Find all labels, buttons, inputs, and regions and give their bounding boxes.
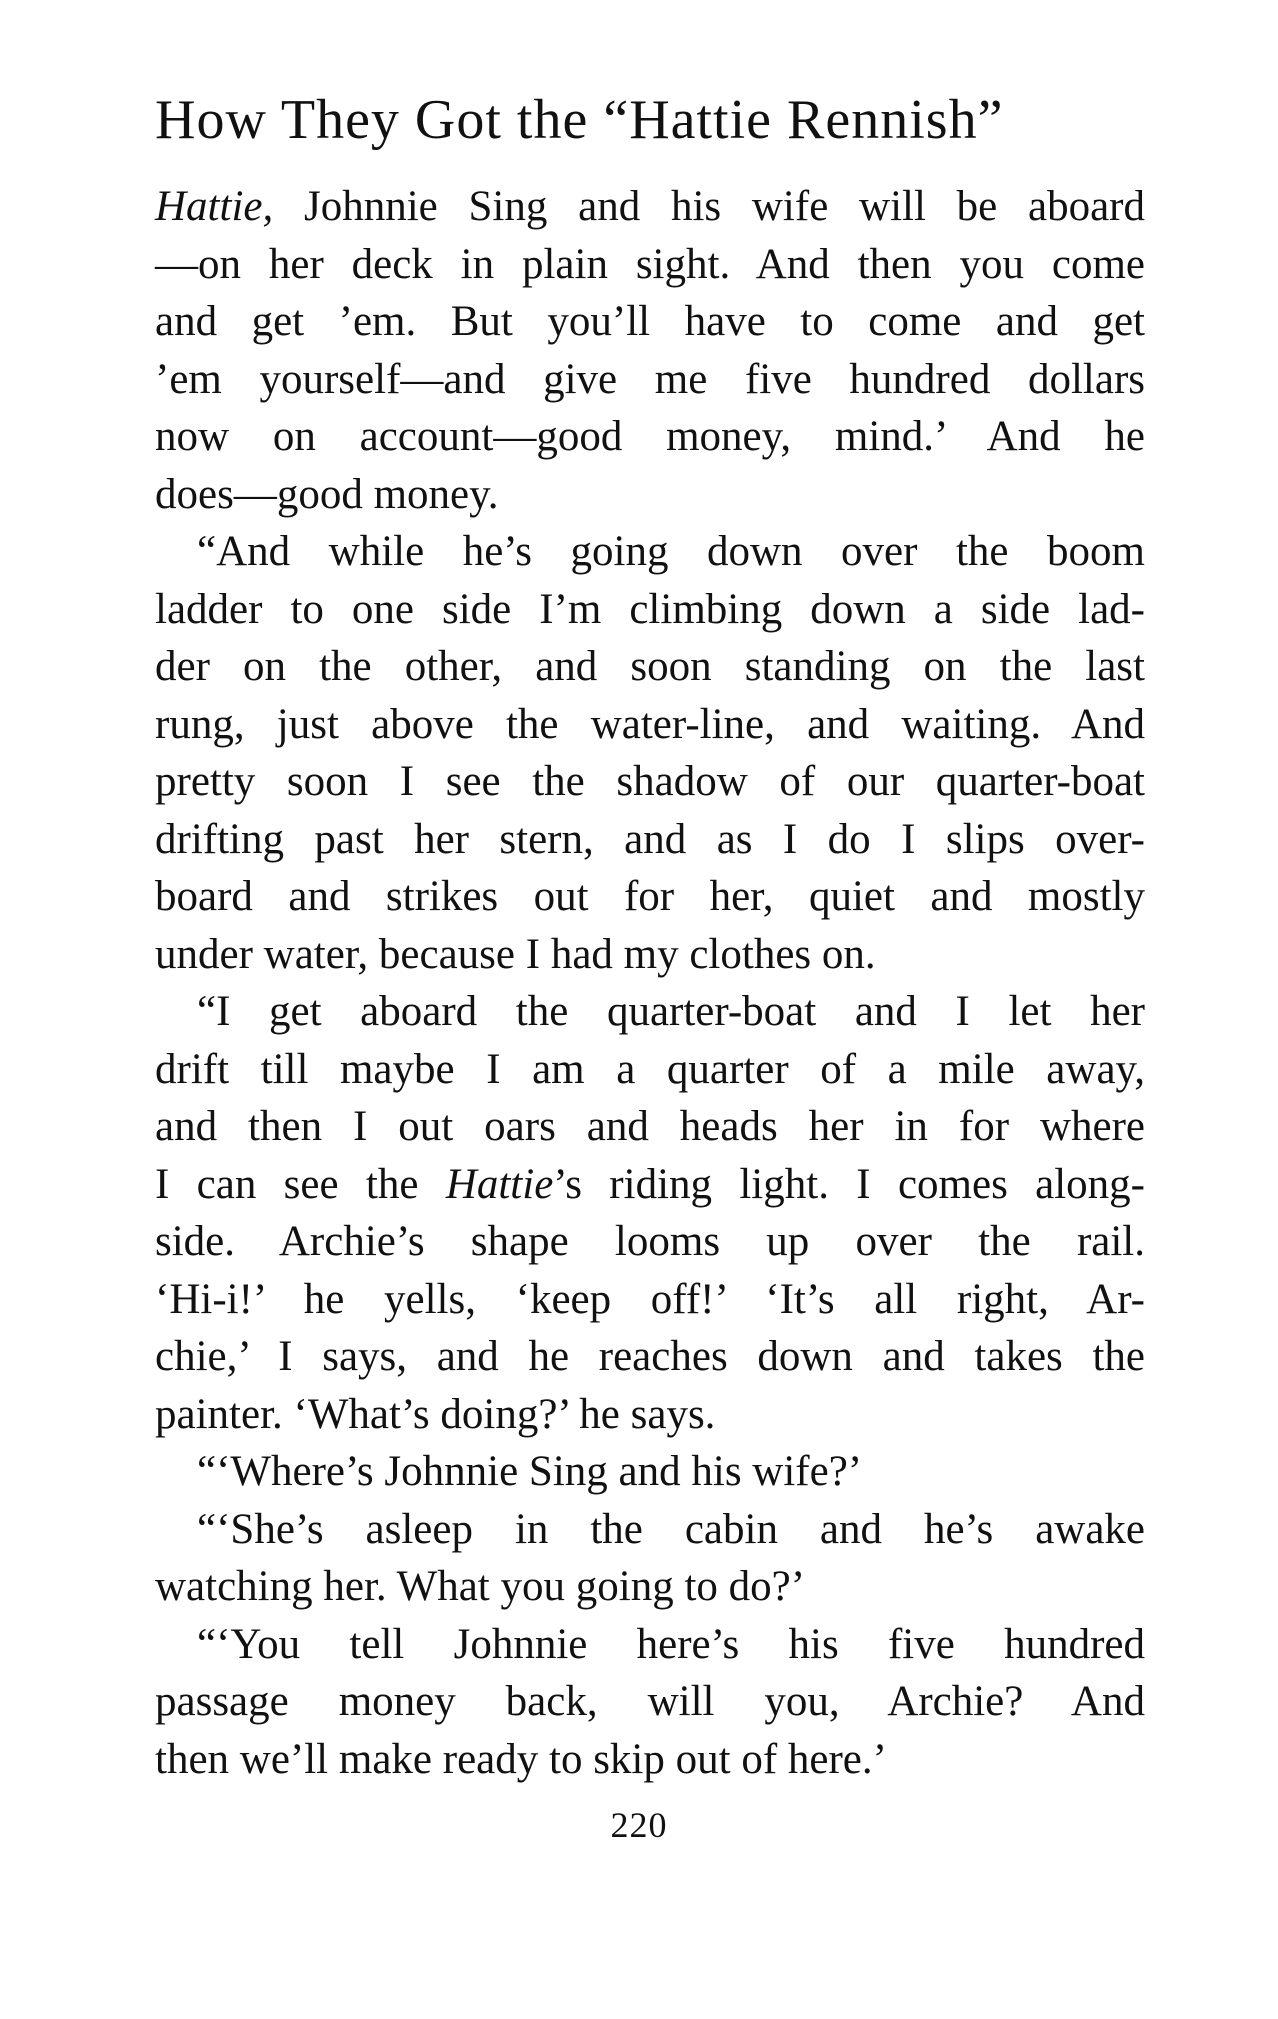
text-line: painter. ‘What’s doing?’ he says. xyxy=(155,1390,716,1438)
text-line: “And while he’s going down over the boom xyxy=(197,528,1145,575)
text-line: under water, because I had my clothes on. xyxy=(155,930,876,978)
text-line: ladder to one side I’m climbing down a side lad- xyxy=(155,585,1145,633)
text-line: ‘Hi-i!’ he yells, ‘keep off!’ ‘It’s all right, Ar- xyxy=(155,1275,1145,1323)
text-line: “‘She’s asleep in the cabin and he’s awake xyxy=(197,1505,1145,1553)
text-line: and then I out oars and heads her in for where xyxy=(155,1103,1145,1150)
running-head: How They Got the “Hattie Rennish” xyxy=(155,89,1004,151)
text-line: then we’ll make ready to skip out of here.’ xyxy=(155,1735,887,1783)
text-line: rung, just above the water-line, and waiting. And xyxy=(155,700,1145,748)
text-line: passage money back, will you, Archie? And xyxy=(155,1678,1145,1725)
text-line: chie,’ I says, and he reaches down and takes the xyxy=(155,1333,1145,1380)
text-line: pretty soon I see the shadow of our quarter-boat xyxy=(155,758,1145,805)
text-line: der on the other, and soon standing on the last xyxy=(155,643,1145,690)
page-number: 220 xyxy=(610,1805,668,1845)
text-line: watching her. What you going to do?’ xyxy=(155,1563,806,1610)
text-line: drift till maybe I am a quarter of a mile away, xyxy=(155,1045,1145,1093)
body-text xyxy=(155,178,1145,1788)
text-line: I can see the Hattie’s riding light. I comes along- xyxy=(155,1160,1145,1208)
text-line: drifting past her stern, and as I do I slips over- xyxy=(155,815,1145,863)
text-line: “I get aboard the quarter-boat and I let her xyxy=(197,988,1145,1035)
text-line: Hattie, Johnnie Sing and his wife will be aboard xyxy=(155,183,1145,230)
text-line: “‘Where’s Johnnie Sing and his wife?’ xyxy=(197,1448,863,1495)
text-line: —on her deck in plain sight. And then you come xyxy=(155,240,1145,288)
text-line: ’em yourself—and give me five hundred dollars xyxy=(155,355,1145,403)
text-line: side. Archie’s shape looms up over the rail. xyxy=(155,1218,1145,1265)
text-line: does—good money. xyxy=(155,470,499,518)
text-line: board and strikes out for her, quiet and mostly xyxy=(155,873,1145,920)
text-line: and get ’em. But you’ll have to come and get xyxy=(155,298,1145,345)
text-line: “‘You tell Johnnie here’s his five hundred xyxy=(197,1620,1145,1668)
text-line: now on account—good money, mind.’ And he xyxy=(155,413,1145,460)
